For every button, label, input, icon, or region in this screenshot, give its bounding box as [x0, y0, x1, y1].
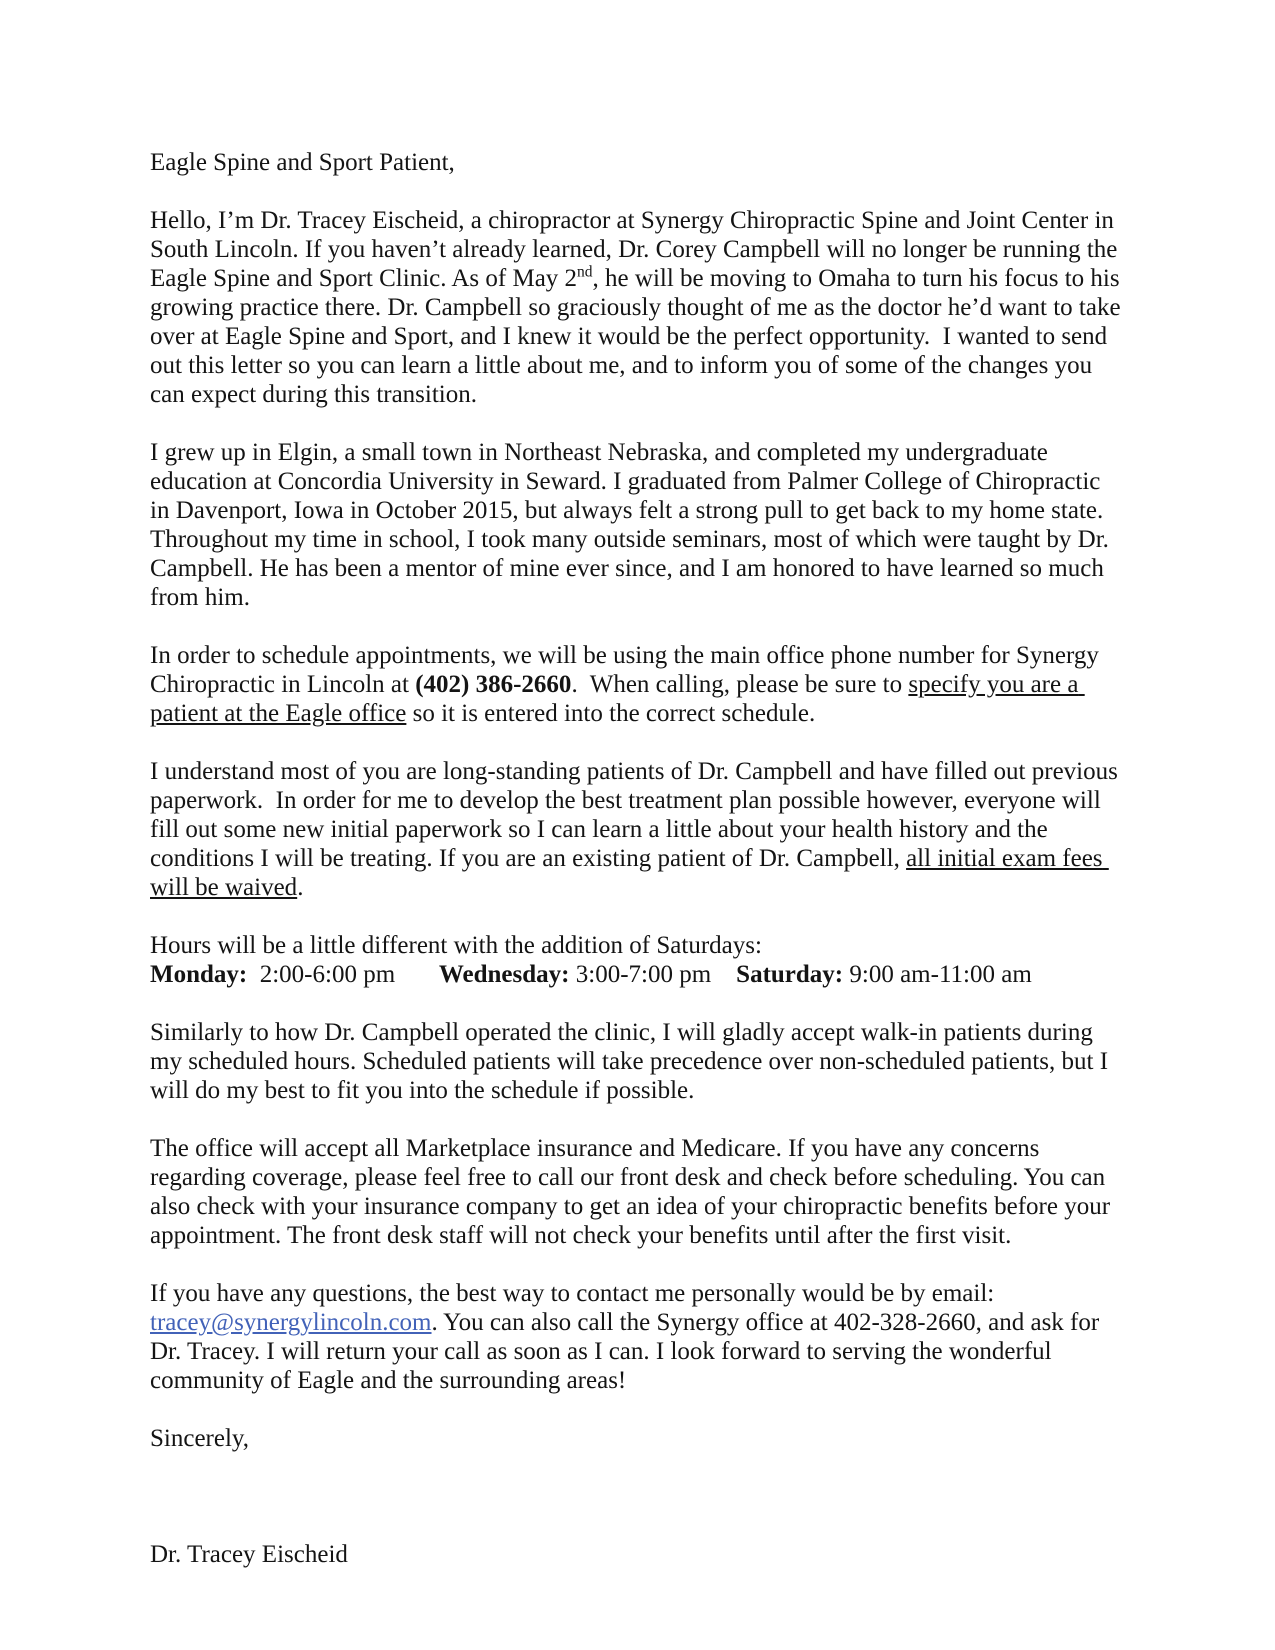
background-paragraph: I grew up in Elgin, a small town in Northeast Nebraska, and completed my undergraduate education at Concordia University in Seward. I graduated from Palmer College of Chiropractic in Davenport, Iowa in October 2015, but always felt a strong pull to get back to my home state. Throughout my time in school, I took many outside seminars, most of which were taught by Dr. Campbell. He has been a mentor of mine ever since, and I am honored to have learned so much from him. [150, 439, 1116, 611]
scheduling-paragraph: In order to schedule appointments, we will be using the main office phone number for Synergy Chiropractic in Lincoln at (402) 386-2660. When calling, please be sure to specify you are a patient at the Eagle office so it is entered into the correct schedule. [150, 642, 1106, 727]
signature-name: Dr. Tracey Eischeid [150, 1541, 348, 1568]
paperwork-paragraph: I understand most of you are long-standing patients of Dr. Campbell and have filled out previous paperwork. In order for me to develop the best treatment plan possible however, everyone will fill out some new initial paperwork so I can learn a little about your health history and the conditions I will be treating. If you are an existing patient of Dr. Campbell, all initial exam fees will be waived. [150, 758, 1125, 901]
email-link[interactable]: tracey@synergylincoln.com [150, 1309, 432, 1336]
hours-paragraph: Hours will be a little different with the addition of Saturdays: Monday: 2:00-6:00 pm Wednesday: 3:00-7:00 pm Saturday: 9:00 am-11:00 am [150, 932, 1032, 988]
closing: Sincerely, [150, 1425, 250, 1452]
walk-in-paragraph: Similarly to how Dr. Campbell operated the clinic, I will gladly accept walk-in patients during my scheduled hours. Scheduled patients will take precedence over non-scheduled patients, but I will do my best to fit you into the schedule if possible. [150, 1019, 1115, 1104]
salutation: Eagle Spine and Sport Patient, [150, 149, 455, 176]
contact-paragraph: If you have any questions, the best way to contact me personally would be by email: tracey@synergylincoln.com. You can also call the Synergy office at 402-328-2660, and ask for Dr. Tracey. I will return your call as soon as I can. I look forward to serving the wonderful community of Eagle and the surrounding areas! [150, 1280, 1106, 1394]
intro-paragraph: Hello, I’m Dr. Tracey Eischeid, a chiropractor at Synergy Chiropractic Spine and Joint Center in South Lincoln. If you haven’t already learned, Dr. Corey Campbell will no longer be running the Eagle Spine and Sport Clinic. As of May 2nd, he will be moving to Omaha to turn his focus to his growing practice there. Dr. Campbell so graciously thought of me as the doctor he’d want to take over at Eagle Spine and Sport, and I knew it would be the perfect opportunity. I wanted to send out this letter so you can learn a little about me, and to inform you of some of the changes you can expect during this transition. [150, 207, 1127, 408]
insurance-paragraph: The office will accept all Marketplace insurance and Medicare. If you have any concerns regarding coverage, please feel free to call our front desk and check before scheduling. You can also check with your insurance company to get an idea of your chiropractic benefits before your appointment. The front desk staff will not check your benefits until after the first visit. [150, 1135, 1117, 1249]
